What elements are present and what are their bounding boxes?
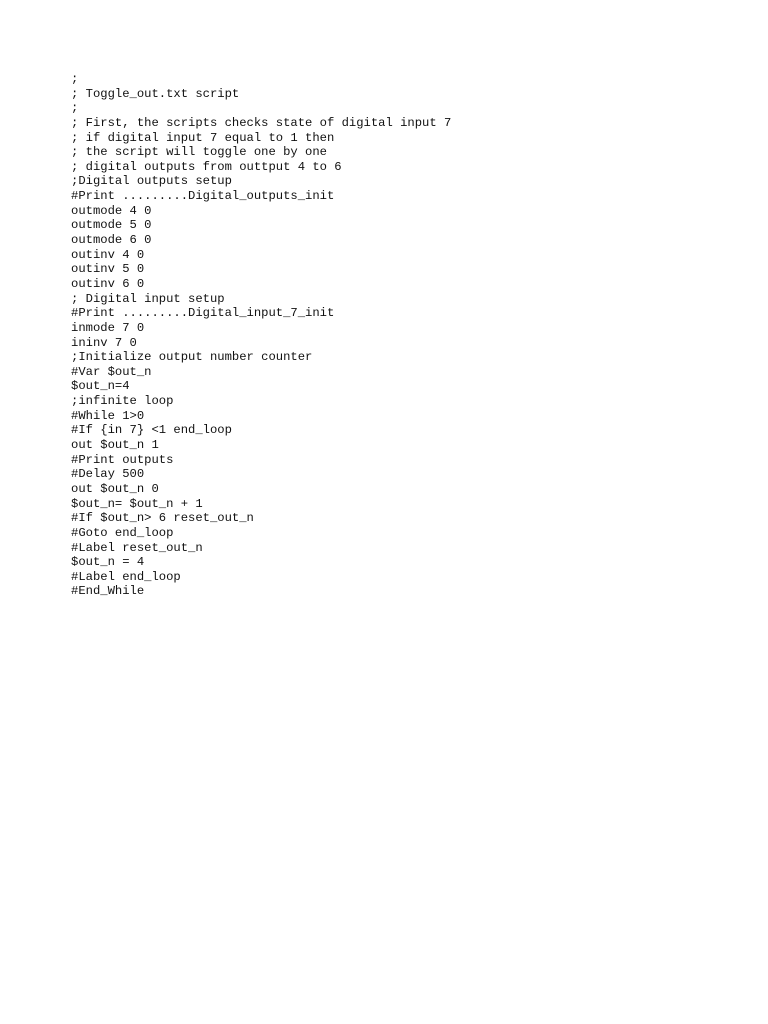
- script-line: #Label reset_out_n: [71, 540, 203, 555]
- script-line: ; Digital input setup: [71, 291, 225, 306]
- script-line: ; First, the scripts checks state of digital input 7: [71, 115, 452, 130]
- script-line: #Var $out_n: [71, 364, 152, 379]
- script-line: #Delay 500: [71, 467, 145, 482]
- script-line: #Label end_loop: [71, 569, 181, 584]
- script-line: outmode 6 0: [71, 233, 152, 248]
- script-line: ; digital outputs from outtput 4 to 6: [71, 159, 342, 174]
- script-line: out $out_n 1: [71, 438, 159, 453]
- script-line: outmode 5 0: [71, 218, 152, 233]
- script-line: inmode 7 0: [71, 320, 145, 335]
- script-line: ;Initialize output number counter: [71, 350, 313, 365]
- script-line: #If $out_n> 6 reset_out_n: [71, 511, 254, 526]
- script-line: ;Digital outputs setup: [71, 174, 232, 189]
- script-line: $out_n=4: [71, 379, 130, 394]
- script-line: ininv 7 0: [71, 335, 137, 350]
- script-line: out $out_n 0: [71, 481, 159, 496]
- script-document: [71, 72, 748, 599]
- script-line: ; the script will toggle one by one: [71, 145, 327, 160]
- script-line: #Print outputs: [71, 452, 174, 467]
- script-line: #End_While: [71, 584, 145, 599]
- script-line: $out_n= $out_n + 1: [71, 496, 203, 511]
- script-line: #If {in 7} <1 end_loop: [71, 423, 232, 438]
- script-line: ;infinite loop: [71, 394, 174, 409]
- script-line: #Print .........Digital_outputs_init: [71, 189, 335, 204]
- script-line: outinv 6 0: [71, 276, 145, 291]
- script-line: ; Toggle_out.txt script: [71, 86, 240, 101]
- script-line: ; if digital input 7 equal to 1 then: [71, 130, 335, 145]
- script-line: #Print .........Digital_input_7_init: [71, 306, 335, 321]
- script-line: ;: [71, 72, 79, 86]
- script-line: outmode 4 0: [71, 203, 152, 218]
- script-line: $out_n = 4: [71, 555, 145, 570]
- script-line: ;: [71, 101, 79, 116]
- script-line: #Goto end_loop: [71, 525, 174, 540]
- script-line: outinv 5 0: [71, 262, 145, 277]
- script-line: outinv 4 0: [71, 247, 145, 262]
- script-line: #While 1>0: [71, 408, 145, 423]
